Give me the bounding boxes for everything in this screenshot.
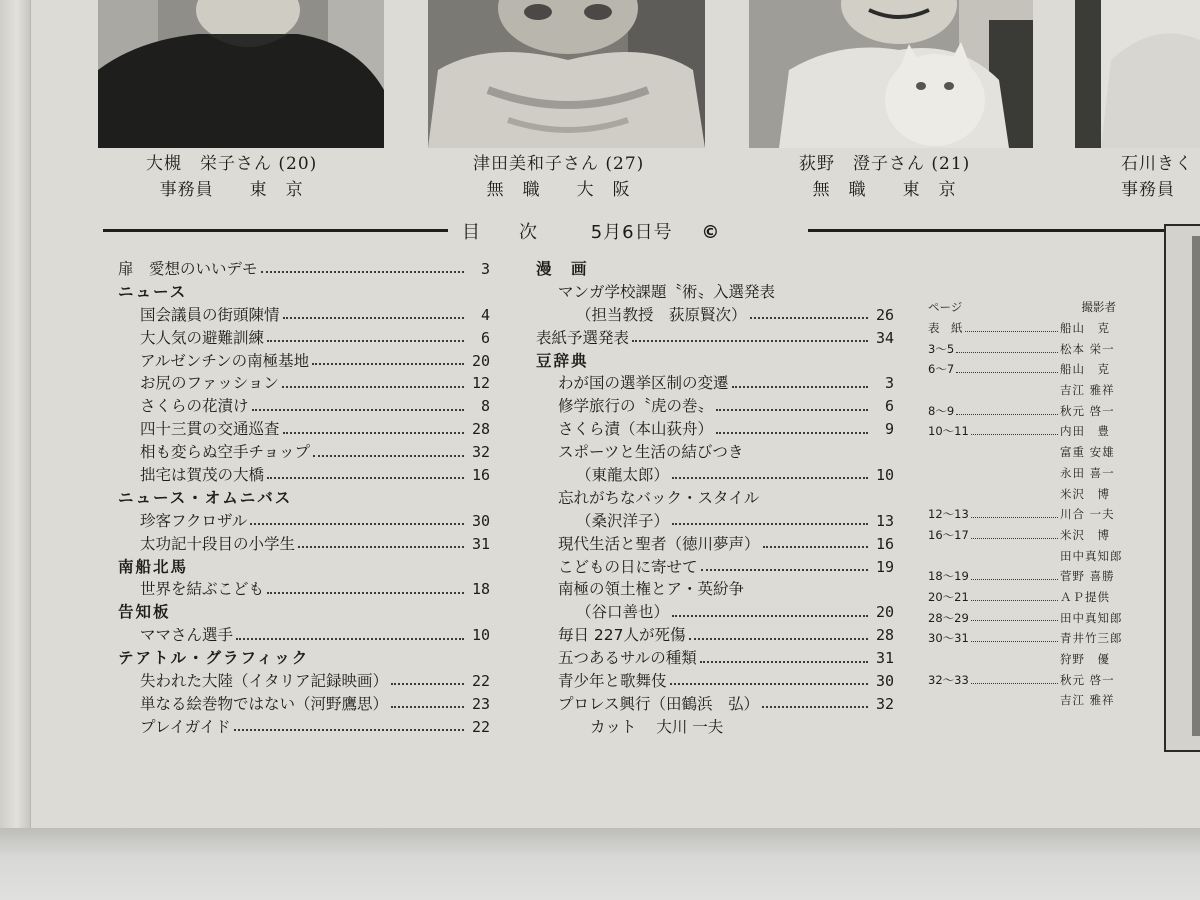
dot-leader: [391, 683, 464, 685]
toc-entry: [536, 601, 894, 624]
caption-name: 大槻 栄子さん (20): [146, 154, 318, 174]
dot-leader: [252, 409, 464, 411]
dot-leader: [267, 477, 464, 479]
credit-photographer: 菅野 喜勝: [1060, 569, 1115, 584]
toc-entry-title: 相も変らぬ空手チョップ: [140, 443, 311, 462]
dot-leader: [672, 477, 868, 479]
credit-photographer: 青井竹三郎: [1060, 631, 1123, 646]
credit-photographer: 永田 喜一: [1060, 465, 1115, 480]
toc-right-column: [536, 258, 894, 739]
caption-1: [146, 151, 317, 203]
toc-entry: [536, 464, 894, 487]
toc-entry-title: 南極の領土権とア・英紛争: [558, 580, 745, 599]
credit-row: [928, 463, 1132, 484]
credit-row: [928, 318, 1132, 339]
toc-page-number: 10: [875, 466, 894, 485]
toc-entry-title: （谷口善也）: [576, 603, 670, 622]
toc-entry: [536, 281, 894, 304]
toc-entry-title: 拙宅は賀茂の大橋: [140, 466, 265, 485]
dot-leader: [732, 386, 868, 388]
caption-info: 無 職 東 京: [812, 180, 957, 200]
credit-photographer: 田中真知郎: [1060, 548, 1123, 563]
credit-row: [928, 401, 1132, 422]
caption-info: 無 職 大 阪: [486, 180, 631, 200]
toc-page-number: 12: [471, 374, 490, 393]
credits-header: [928, 296, 1132, 318]
dot-leader: [267, 592, 464, 594]
dot-leader: [971, 600, 1058, 601]
credits-photographer-header: 撮影者: [1081, 300, 1116, 314]
credit-row: [928, 339, 1132, 360]
toc-left-column: [118, 258, 490, 739]
dot-leader: [716, 409, 868, 411]
credit-page: 表 紙: [928, 321, 963, 335]
toc-entry-title: 毎日 227人が死傷: [558, 626, 686, 645]
credit-page: 18～19: [928, 569, 969, 584]
dot-leader: [672, 615, 868, 617]
toc-entry: [118, 464, 490, 487]
caption-name: 荻野 澄子さん (21): [799, 154, 971, 174]
credit-row: [928, 546, 1132, 567]
right-edge-box: [1164, 224, 1200, 752]
toc-entry-title: マンガ学校課題〝術〟入選発表: [558, 282, 776, 301]
toc-page-number: 6: [480, 328, 490, 347]
dot-leader: [283, 432, 464, 434]
toc-page-number: 16: [471, 466, 490, 485]
toc-entry-title: 太功記十段目の小学生: [140, 534, 296, 553]
toc-page-number: 30: [875, 672, 894, 691]
toc-page-number: 31: [875, 649, 894, 668]
dot-leader: [700, 661, 868, 663]
toc-page-number: 20: [875, 603, 894, 622]
dot-leader: [971, 434, 1058, 435]
dot-leader: [283, 317, 464, 319]
dot-leader: [762, 706, 868, 708]
toc-entry-title: わが国の選挙区制の変遷: [558, 374, 729, 393]
caption-name: 石川きく: [1121, 154, 1193, 174]
credits-page-header: ページ: [928, 300, 963, 314]
credit-photographer: 米沢 博: [1060, 527, 1110, 542]
toc-page-number: 26: [875, 305, 894, 324]
toc-entry-title: （担当教授 荻原賢次）: [576, 305, 747, 324]
toc-entry: [118, 441, 490, 464]
toc-entry: [118, 258, 490, 281]
credit-row: [928, 690, 1132, 711]
toc-entry: [536, 647, 894, 670]
toc-entry: [536, 510, 894, 533]
toc-section-heading: [118, 601, 490, 624]
toc-page-number: 22: [471, 672, 490, 691]
desk-background: [0, 828, 1200, 900]
credit-photographer: 吉江 雅祥: [1060, 693, 1115, 708]
toc-entry-title: 世界を結ぶこども: [140, 580, 265, 599]
credit-page: 6～7: [928, 362, 955, 377]
credit-photographer: 川合 一夫: [1060, 507, 1115, 522]
dot-leader: [250, 523, 464, 525]
caption-name: 津田美和子さん (27): [473, 154, 645, 174]
toc-page-number: 8: [480, 397, 490, 416]
toc-page-number: 6: [884, 397, 894, 416]
credit-photographer: 吉江 雅祥: [1060, 383, 1115, 398]
toc-entry-title: （東龍太郎）: [576, 466, 670, 485]
toc-section-heading: [536, 258, 894, 281]
credit-row: [928, 628, 1132, 649]
credit-row: [928, 649, 1132, 670]
credit-row: [928, 670, 1132, 691]
toc-title: [462, 222, 538, 243]
toc-entry: [536, 327, 894, 350]
dot-leader: [670, 683, 868, 685]
caption-info: 事務員: [1121, 180, 1175, 200]
toc-page-number: 20: [471, 351, 490, 370]
toc-entry: [536, 372, 894, 395]
toc-page-number: 31: [471, 534, 490, 553]
toc-page-number: 4: [480, 305, 490, 324]
toc-entry-title: スポーツと生活の結びつき: [558, 443, 744, 462]
dot-leader: [391, 706, 464, 708]
toc-entry: [118, 372, 490, 395]
toc-section-title: 南船北馬: [118, 557, 189, 576]
toc-entry-title: プロレス興行（田鶴浜 弘）: [558, 694, 760, 713]
toc-entry: [536, 670, 894, 693]
dot-leader: [971, 579, 1058, 580]
credit-photographer: 内田 豊: [1060, 424, 1110, 439]
toc-page-number: 23: [471, 694, 490, 713]
dot-leader: [282, 386, 464, 388]
toc-entry: [536, 693, 894, 716]
toc-page-number: 19: [875, 557, 894, 576]
toc-page-number: 28: [471, 420, 490, 439]
credit-page: 16～17: [928, 527, 969, 542]
toc-entry: [118, 624, 490, 647]
copyright-mark: ©: [701, 222, 721, 243]
toc-entry-title: 国会議員の街頭陳情: [140, 305, 280, 324]
dot-leader: [313, 455, 464, 457]
dot-leader: [689, 638, 868, 640]
toc-entry-title: 単なる絵巻物ではない（河野鷹思）: [140, 694, 389, 713]
credit-row: [928, 484, 1132, 505]
toc-entry: [118, 304, 490, 327]
dot-leader: [956, 352, 1058, 353]
toc-section-heading: [118, 281, 490, 304]
credit-page: 28～29: [928, 610, 969, 625]
credit-photographer: 秋元 啓一: [1060, 403, 1115, 418]
credit-row: [928, 525, 1132, 546]
credit-page: 32～33: [928, 672, 969, 687]
dot-leader: [971, 517, 1058, 518]
dot-leader: [701, 569, 868, 571]
credit-row: [928, 380, 1132, 401]
toc-entry: [536, 304, 894, 327]
caption-info: 事務員 東 京: [159, 180, 304, 200]
dot-leader: [716, 432, 868, 434]
toc-entry-title: 大人気の避難訓練: [140, 328, 265, 347]
toc-entry-title: さくら漬（本山荻舟）: [558, 420, 714, 439]
toc-page-number: 32: [471, 443, 490, 462]
credit-photographer: 狩野 優: [1060, 652, 1110, 666]
toc-page-number: 9: [884, 420, 894, 439]
dot-leader: [971, 538, 1058, 539]
header-rule-left: [103, 229, 448, 232]
toc-section-heading: [118, 487, 490, 510]
dot-leader: [956, 414, 1058, 415]
toc-entry-title: こどもの日に寄せて: [558, 557, 698, 576]
toc-section-title: 豆辞典: [536, 351, 589, 370]
toc-entry: [118, 693, 490, 716]
toc-entry: [536, 716, 894, 739]
credit-photographer: 船山 克: [1060, 321, 1110, 335]
credit-row: [928, 421, 1132, 442]
toc-section-title: テアトル・グラフィック: [118, 649, 310, 668]
credit-photographer: 田中真知郎: [1060, 610, 1123, 625]
credit-photographer: 米沢 博: [1060, 486, 1110, 501]
toc-section-title: 告知板: [118, 603, 171, 622]
toc-page-number: 13: [875, 511, 894, 530]
toc-entry-title: 五つあるサルの種類: [558, 649, 697, 668]
caption-3: [799, 151, 970, 203]
credit-page: 3～5: [928, 341, 955, 356]
credit-page: 12～13: [928, 507, 969, 522]
header-rule-right: [808, 229, 1200, 232]
toc-entry: [536, 395, 894, 418]
toc-page-number: 32: [875, 694, 894, 713]
toc-entry-title: お尻のファッション: [140, 374, 279, 393]
toc-header: [462, 218, 720, 244]
dot-leader: [750, 317, 868, 319]
toc-entry: [118, 533, 490, 556]
toc-entry: [118, 327, 490, 350]
dot-leader: [312, 363, 464, 365]
portrait-photo-4: [1075, 0, 1200, 148]
toc-entry-title: 忘れがちなバック・スタイル: [558, 488, 760, 507]
toc-entry-title: アルゼンチンの南極基地: [140, 351, 310, 370]
credit-photographer: 富重 安雄: [1060, 445, 1115, 460]
toc-entry: [536, 533, 894, 556]
toc-entry: [118, 350, 490, 373]
toc-entry-title: プレイガイド: [140, 717, 231, 736]
toc-entry: [536, 487, 894, 510]
dot-leader: [956, 372, 1058, 373]
toc-entry: [118, 670, 490, 693]
toc-entry-title: 四十三貫の交通巡査: [140, 420, 280, 439]
toc-entry: [536, 578, 894, 601]
toc-entry: [118, 716, 490, 739]
credit-row: [928, 608, 1132, 629]
toc-entry: [118, 510, 490, 533]
credit-photographer: 秋元 啓一: [1060, 672, 1115, 687]
credit-page: 8～9: [928, 403, 955, 418]
credit-photographer: 松本 栄一: [1060, 341, 1115, 356]
caption-4: [1121, 151, 1193, 203]
toc-section-heading: [118, 556, 490, 579]
toc-section-title: ニュース: [118, 282, 188, 301]
dot-leader: [632, 340, 868, 342]
caption-2: [473, 151, 644, 203]
dot-leader: [267, 340, 464, 342]
toc-page-number: 28: [875, 626, 894, 645]
toc-page-number: 18: [471, 580, 490, 599]
toc-entry-title: ママさん選手: [140, 626, 234, 645]
toc-entry-title: 現代生活と聖者（徳川夢声）: [558, 534, 760, 553]
toc-entry: [118, 418, 490, 441]
credit-page: 10～11: [928, 424, 969, 439]
toc-title-1: 目: [462, 222, 481, 243]
toc-entry: [536, 624, 894, 647]
portrait-photo-3: [749, 0, 1033, 148]
toc-cut-name: 大川 一夫: [656, 717, 724, 736]
toc-entry: [536, 418, 894, 441]
toc-entry-title: 修学旅行の〝虎の巻〟: [558, 397, 714, 416]
dot-leader: [965, 331, 1059, 332]
photo-credits: [928, 296, 1132, 711]
toc-entry: [536, 441, 894, 464]
issue-date: 5月6日号: [590, 222, 673, 243]
toc-entry-title: 表紙予選発表: [536, 328, 630, 347]
toc-entry: [118, 395, 490, 418]
dot-leader: [971, 620, 1058, 621]
credit-photographer: ＡＰ提供: [1060, 589, 1110, 604]
toc-entry: [118, 578, 490, 601]
toc-entry: [536, 556, 894, 579]
dot-leader: [236, 638, 464, 640]
toc-section-title: ニュース・オムニバス: [118, 488, 293, 507]
toc-page-number: 10: [471, 626, 490, 645]
dot-leader: [971, 641, 1058, 642]
portrait-photo-1: [98, 0, 384, 148]
credit-page: 30～31: [928, 631, 969, 646]
dot-leader: [971, 683, 1058, 684]
credit-row: [928, 442, 1132, 463]
toc-entry-title: 珍客フクロザル: [140, 511, 248, 530]
toc-entry-title: 失われた大陸（イタリア記録映画）: [140, 672, 389, 691]
toc-page-number: 3: [480, 260, 490, 278]
credit-photographer: 船山 克: [1060, 362, 1110, 377]
toc-page-number: 16: [875, 534, 894, 553]
portrait-photo-2: [428, 0, 705, 148]
toc-page-number: 22: [471, 717, 490, 736]
toc-title-2: 次: [519, 222, 538, 243]
credit-page: 20～21: [928, 589, 969, 604]
toc-cut-label: カット: [590, 717, 637, 736]
toc-entry-title: （桑沢洋子）: [576, 511, 670, 530]
credit-row: [928, 566, 1132, 587]
toc-section-heading: [118, 647, 490, 670]
toc-section-heading: [536, 350, 894, 373]
toc-page-number: 30: [471, 511, 490, 530]
dot-leader: [672, 523, 868, 525]
toc-section-title: 漫 画: [536, 260, 589, 278]
toc-entry-title: さくらの花漬け: [140, 397, 249, 416]
credit-row: [928, 504, 1132, 525]
toc-page-number: 3: [884, 374, 894, 393]
credit-row: [928, 587, 1132, 608]
dot-leader: [298, 546, 464, 548]
toc-page-number: 34: [875, 328, 894, 347]
dot-leader: [763, 546, 868, 548]
toc-entry-title: 扉 愛想のいいデモ: [118, 260, 258, 278]
toc-entry-title: 青少年と歌舞伎: [558, 672, 667, 691]
dot-leader: [261, 271, 464, 273]
credit-row: [928, 359, 1132, 380]
page-spine: [0, 0, 31, 828]
dot-leader: [234, 729, 464, 731]
